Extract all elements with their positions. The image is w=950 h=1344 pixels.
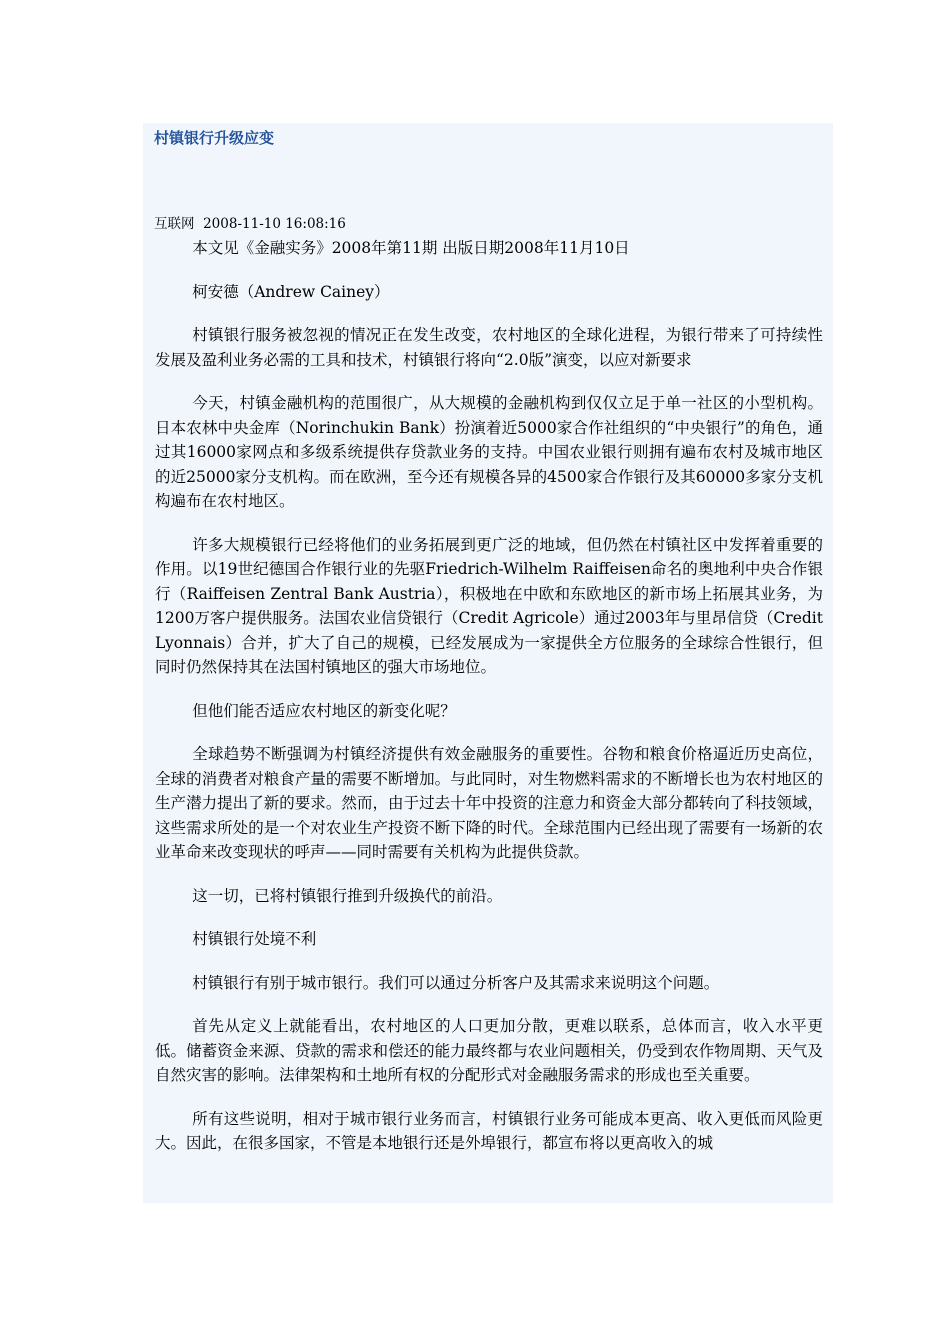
article-paragraph: 许多大规模银行已经将他们的业务拓展到更广泛的地域，但仍然在村镇社区中发挥着重要的作用。以19世纪德国合作银行业的先驱Friedrich-Wilhelm Raiffeisen命名的奥地利中央合作银行（Raiffeisen Zentral Bank Austria），积极地在中欧和东欧地区的新市场上拓展其业务，为1200万客户提供服务。法国农业信贷银行（Credit Agricole）通过2003年与里昂信贷（Credit Lyonnais）合并，扩大了自己的规模，已经发展成为一家提供全方位服务的全球综合性银行，但同时仍然保持其在法国村镇地区的强大市场地位。 <box>155 535 823 676</box>
article-paragraph: 村镇银行服务被忽视的情况正在发生改变，农村地区的全球化进程，为银行带来了可持续性发展及盈利业务必需的工具和技术，村镇银行将向“2.0版”演变，以应对新要求 <box>155 326 823 369</box>
article-paragraph: 但他们能否适应农村地区的新变化呢？ <box>192 701 456 720</box>
article-paragraph: 村镇银行有别于城市银行。我们可以通过分析客户及其需求来说明这个问题。 <box>192 973 720 992</box>
article-title: 村镇银行升级应变 <box>154 129 275 147</box>
article-source: 互联网 <box>154 216 195 232</box>
article-paragraph: 所有这些说明，相对于城市银行业务而言，村镇银行业务可能成本更高、收入更低而风险更大。因此，在很多国家，不管是本地银行还是外埠银行，都宣布将以更高收入的城 <box>155 1109 823 1152</box>
article-body <box>155 236 823 1175</box>
article-paragraph: 这一切，已将村镇银行推到升级换代的前沿。 <box>192 886 503 905</box>
article-meta <box>154 214 346 234</box>
article-paragraph: 本文见《金融实务》2008年第11期 出版日期2008年11月10日 <box>192 239 630 257</box>
article-datetime: 2008-11-10 16:08:16 <box>203 216 346 232</box>
article-paragraph: 今天，村镇金融机构的范围很广，从大规模的金融机构到仅仅立足于单一社区的小型机构。日本农林中央金库（Norinchukin Bank）扮演着近5000家合作社组织的“中央银行”的角色，通过其16000家网点和多级系统提供存贷款业务的支持。中国农业银行则拥有遍布农村及城市地区的近25000家分支机构。而在欧洲，至今还有规模各异的4500家合作银行及其60000多家分支机构遍布在农村地区。 <box>155 394 823 510</box>
article-paragraph: 村镇银行处境不利 <box>192 930 317 948</box>
article-paragraph: 首先从定义上就能看出，农村地区的人口更加分散，更难以联系，总体而言，收入水平更低。储蓄资金来源、贷款的需求和偿还的能力最终都与农业问题相关，仍受到农作物周期、天气及自然灾害的影响。法律架构和土地所有权的分配形式对金融服务需求的形成也至关重要。 <box>155 1017 823 1084</box>
article-paragraph: 柯安德（Andrew Cainey） <box>192 282 390 301</box>
article-panel <box>143 123 833 1203</box>
article-paragraph: 全球趋势不断强调为村镇经济提供有效金融服务的重要性。谷物和粮食价格逼近历史高位，全球的消费者对粮食产量的需要不断增加。与此同时，对生物燃料需求的不断增长也为农村地区的生产潜力提出了新的要求。然而，由于过去十年中投资的注意力和资金大部分都转向了科技领域，这些需求所处的是一个对农业生产投资不断下降的时代。全球范围内已经出现了需要有一场新的农业革命来改变现状的呼声——同时需要有关机构为此提供贷款。 <box>155 745 823 861</box>
